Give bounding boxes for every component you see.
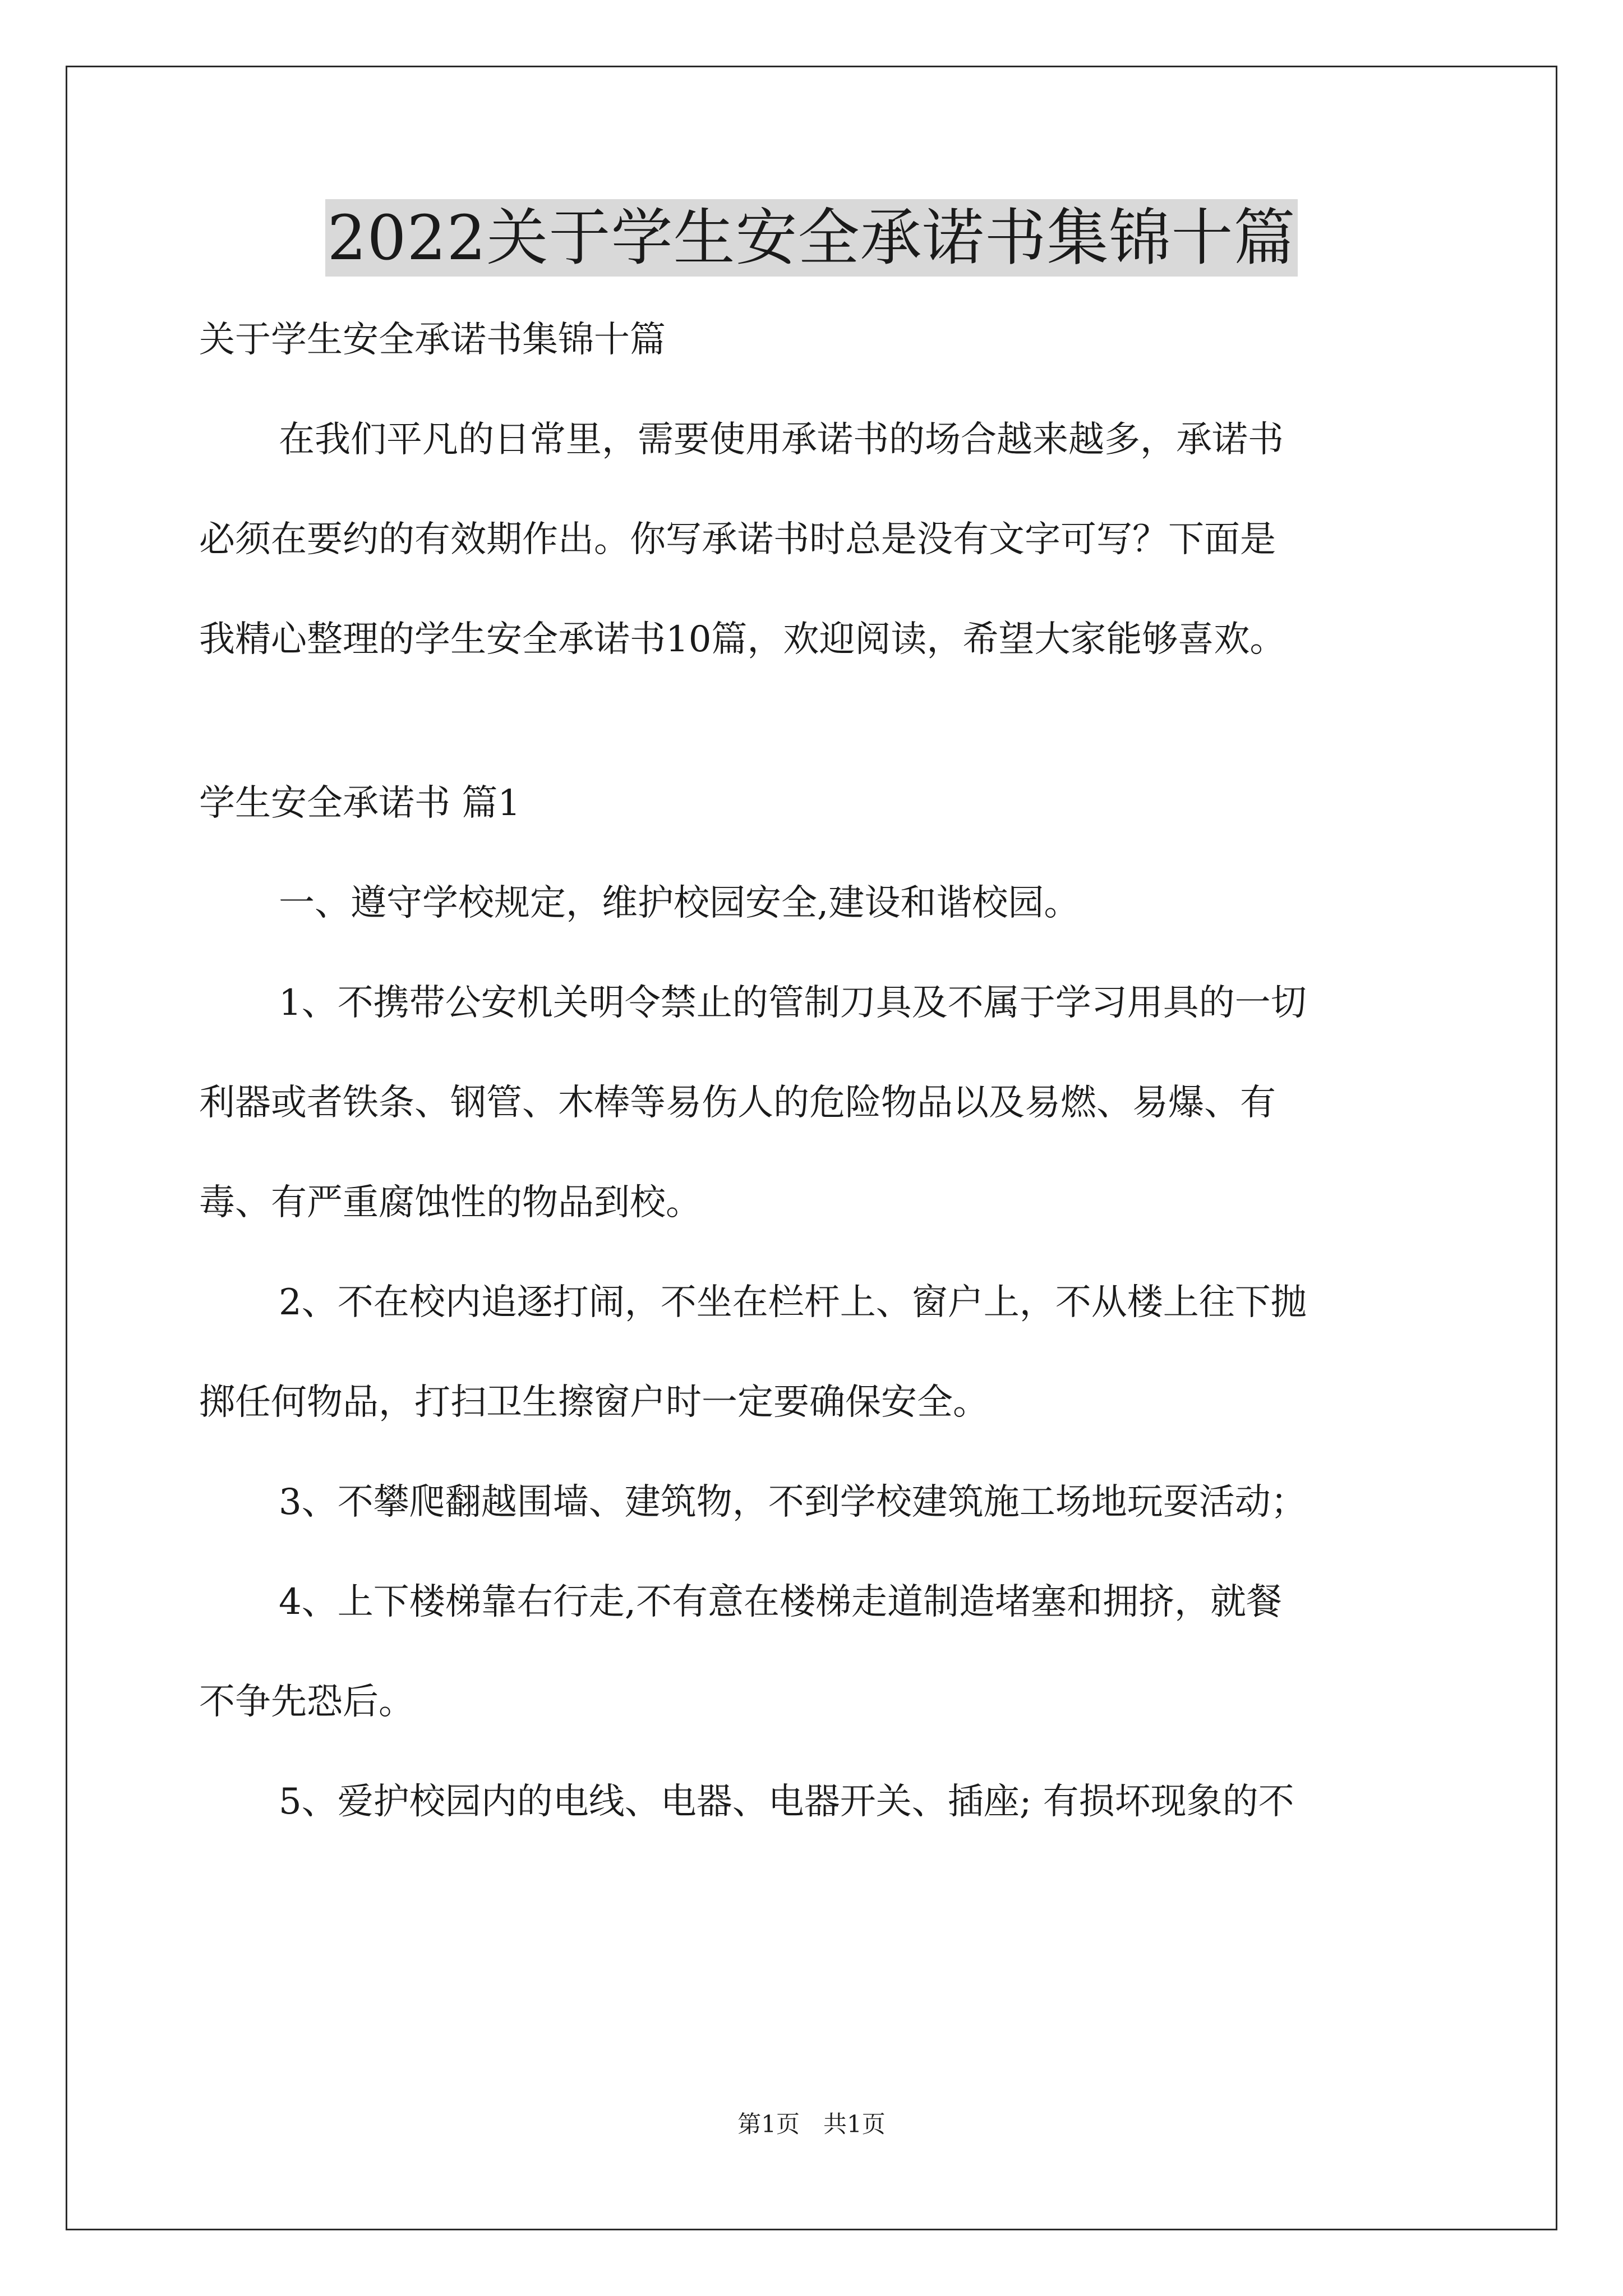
page-footer: 第1页 共1页: [737, 2110, 886, 2138]
paragraph-line: 不争先恐后。: [199, 1681, 414, 1723]
document-title: 2022关于学生安全承诺书集锦十篇: [325, 199, 1298, 277]
subtitle-line: 关于学生安全承诺书集锦十篇: [199, 319, 666, 361]
paragraph-line: 利器或者铁条、钢管、木棒等易伤人的危险物品以及易燃、易爆、有: [199, 1082, 1276, 1124]
paragraph-line: 1、不携带公安机关明令禁止的管制刀具及不属于学习用具的一切: [279, 982, 1307, 1024]
intro-line-1: 在我们平凡的日常里，需要使用承诺书的场合越来越多，承诺书: [279, 419, 1284, 461]
paragraph-line: 5、爱护校园内的电线、电器、电器开关、插座; 有损坏现象的不: [279, 1781, 1294, 1823]
section-heading: 学生安全承诺书 篇1: [199, 783, 521, 824]
paragraph-line: 一、遵守学校规定，维护校园安全,建设和谐校园。: [279, 882, 1080, 924]
intro-line-3: 我精心整理的学生安全承诺书10篇，欢迎阅读，希望大家能够喜欢。: [199, 619, 1286, 660]
paragraph-line: 毒、有严重腐蚀性的物品到校。: [199, 1182, 702, 1223]
paragraph-line: 3、不攀爬翻越围墙、建筑物，不到学校建筑施工场地玩耍活动；: [279, 1481, 1307, 1523]
intro-line-2: 必须在要约的有效期作出。你写承诺书时总是没有文字可写？下面是: [199, 519, 1276, 560]
document-body: [199, 314, 1433, 1828]
paragraph-line: 4、上下楼梯靠右行走,不有意在楼梯走道制造堵塞和拥挤，就餐: [279, 1581, 1283, 1623]
paragraph-line: 2、不在校内追逐打闹，不坐在栏杆上、窗户上，不从楼上往下抛: [279, 1282, 1307, 1323]
paragraph-line: 掷任何物品，打扫卫生擦窗户时一定要确保安全。: [199, 1382, 989, 1423]
title-container: [0, 199, 1623, 277]
